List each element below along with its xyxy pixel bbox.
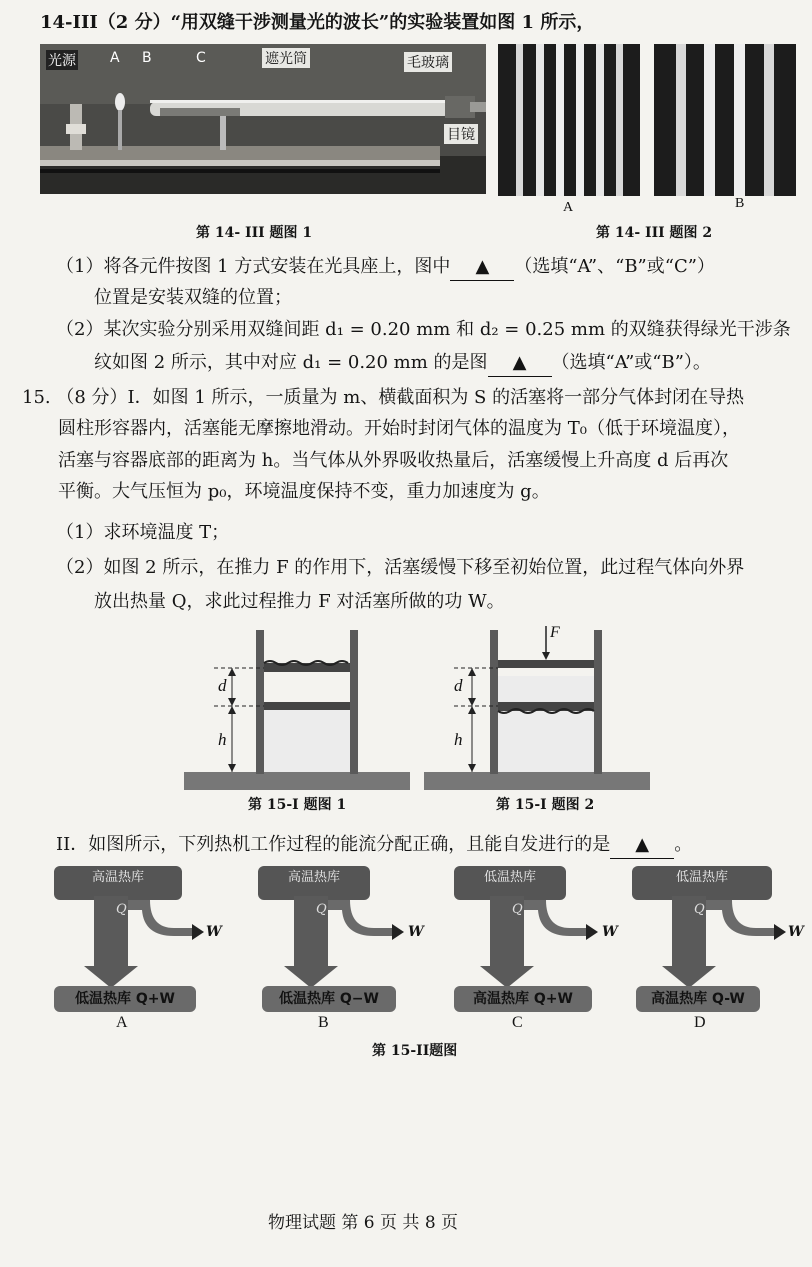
label-tube: 遮光筒 [262,48,310,68]
fig1-label-h: h [218,730,227,749]
engine-letter-d: D [694,1014,706,1031]
fig1-label-d: d [218,676,227,695]
q14-part1-text-a: （1）将各元件按图 1 方式安装在光具座上，图中 [56,256,451,277]
engine-b-q: Q [316,902,327,917]
label-glass: 毛玻璃 [404,52,452,72]
q14-fig1-caption: 第 14- III 题图 1 [196,225,313,241]
cylinder-figure-2 [424,624,650,790]
engine-a-w: W [206,924,222,940]
q15-question1: （1）求环境温度 T； [56,522,230,543]
engine-d-arrows [632,866,808,996]
q14-part2-text-b: （选填“A”或“B”）。 [551,352,711,373]
q15-fig1-caption: 第 15-I 题图 1 [248,797,347,813]
q15-fig2-caption: 第 15-I 题图 2 [496,797,595,813]
engine-a-top-reservoir: 高温热库 [54,866,182,900]
q15-line1: 15. （8 分）I．如图 1 所示，一质量为 m、横截面积为 S 的活塞将一部分气体封闭在导热 [22,387,745,408]
q15-part2-blank: ▲ [610,832,674,859]
engine-c-arrows [454,866,624,996]
cylinder-figure-1 [184,630,410,790]
engine-diagram-c [454,866,624,1016]
q15-part2-question [56,832,692,859]
apparatus-photo [40,44,486,194]
engine-a-q: Q [116,902,127,917]
engine-c-top-reservoir: 低温热库 [454,866,566,900]
fig2-label-h: h [454,730,463,749]
engine-d-bottom-reservoir: 高温热库 Q-W [636,986,760,1012]
fig2-label-d: d [454,676,463,695]
label-eyepiece: 目镜 [444,124,478,144]
q14-part1-blank: ▲ [450,254,514,281]
engine-letter-c: C [512,1014,523,1031]
q15-part2-text-a: II．如图所示，下列热机工作过程的能流分配正确，且能自发进行的是 [56,834,611,855]
label-a: A [110,50,120,66]
q14-part2-blank: ▲ [488,350,552,377]
q15-line3: 活塞与容器底部的距离为 h。当气体从外界吸收热量后，活塞缓慢上升高度 d 后再次 [58,450,729,471]
fringe-photo-b [654,44,796,196]
q15-part2-text-b: 。 [674,834,693,855]
engine-b-top-reservoir: 高温热库 [258,866,370,900]
engine-letter-b: B [318,1014,329,1031]
q15-question2-line2: 放出热量 Q，求此过程推力 F 对活塞所做的功 W。 [94,591,505,612]
engine-a-bottom-reservoir: 低温热库 Q+W [54,986,196,1012]
q14-fig2-caption: 第 14- III 题图 2 [596,225,713,241]
fringe-pattern-a [498,44,640,196]
fringe-label-b: B [735,196,745,211]
engine-diagram-a [54,866,234,1016]
q14-title: 14-III（2 分）“用双缝干涉测量光的波长”的实验装置如图 1 所示， [40,12,595,33]
engine-diagram-b [258,866,438,1016]
engine-letter-a: A [116,1014,128,1031]
q14-part2-line1: （2）某次实验分别采用双缝间距 d₁ = 0.20 mm 和 d₂ = 0.25 mm 的双缝获得绿光干涉条 [56,319,791,340]
q15-question2-line1: （2）如图 2 所示，在推力 F 的作用下，活塞缓慢下移至初始位置，此过程气体向外界 [56,557,745,578]
engine-c-w: W [602,924,618,940]
engine-diagram-d [632,866,808,1016]
cylinder-diagram-2 [424,624,650,790]
label-light-source: 光源 [46,50,78,70]
label-b: B [142,50,152,66]
q15-line2: 圆柱形容器内，活塞能无摩擦地滑动。开始时封闭气体的温度为 T₀（低于环境温度）， [58,418,740,439]
fringe-pattern-b [654,44,796,196]
engine-c-q: Q [512,902,523,917]
engine-b-bottom-reservoir: 低温热库 Q−W [262,986,396,1012]
label-c: C [196,50,206,66]
page-footer: 物理试题 第 6 页 共 8 页 [268,1213,459,1233]
cylinder-diagram-1 [184,630,410,790]
q15-line4: 平衡。大气压恒为 p₀，环境温度保持不变，重力加速度为 g。 [58,481,550,502]
fringe-photo-a [498,44,640,196]
q15-part2-caption: 第 15-II题图 [372,1043,458,1059]
engine-d-w: W [788,924,804,940]
fig2-label-f: F [550,624,560,641]
engine-c-bottom-reservoir: 高温热库 Q+W [454,986,592,1012]
engine-d-top-reservoir: 低温热库 [632,866,772,900]
q14-part1-line2: 位置是安装双缝的位置； [94,287,292,308]
fringe-label-a: A [563,200,574,215]
q14-part2-line2 [94,350,711,377]
engine-d-q: Q [694,902,705,917]
q14-part2-text-a: 纹如图 2 所示，其中对应 d₁ = 0.20 mm 的是图 [94,352,488,373]
q14-part1-line1 [56,254,715,281]
engine-b-w: W [408,924,424,940]
q14-part1-text-b: （选填“A”、“B”或“C”） [514,256,715,277]
